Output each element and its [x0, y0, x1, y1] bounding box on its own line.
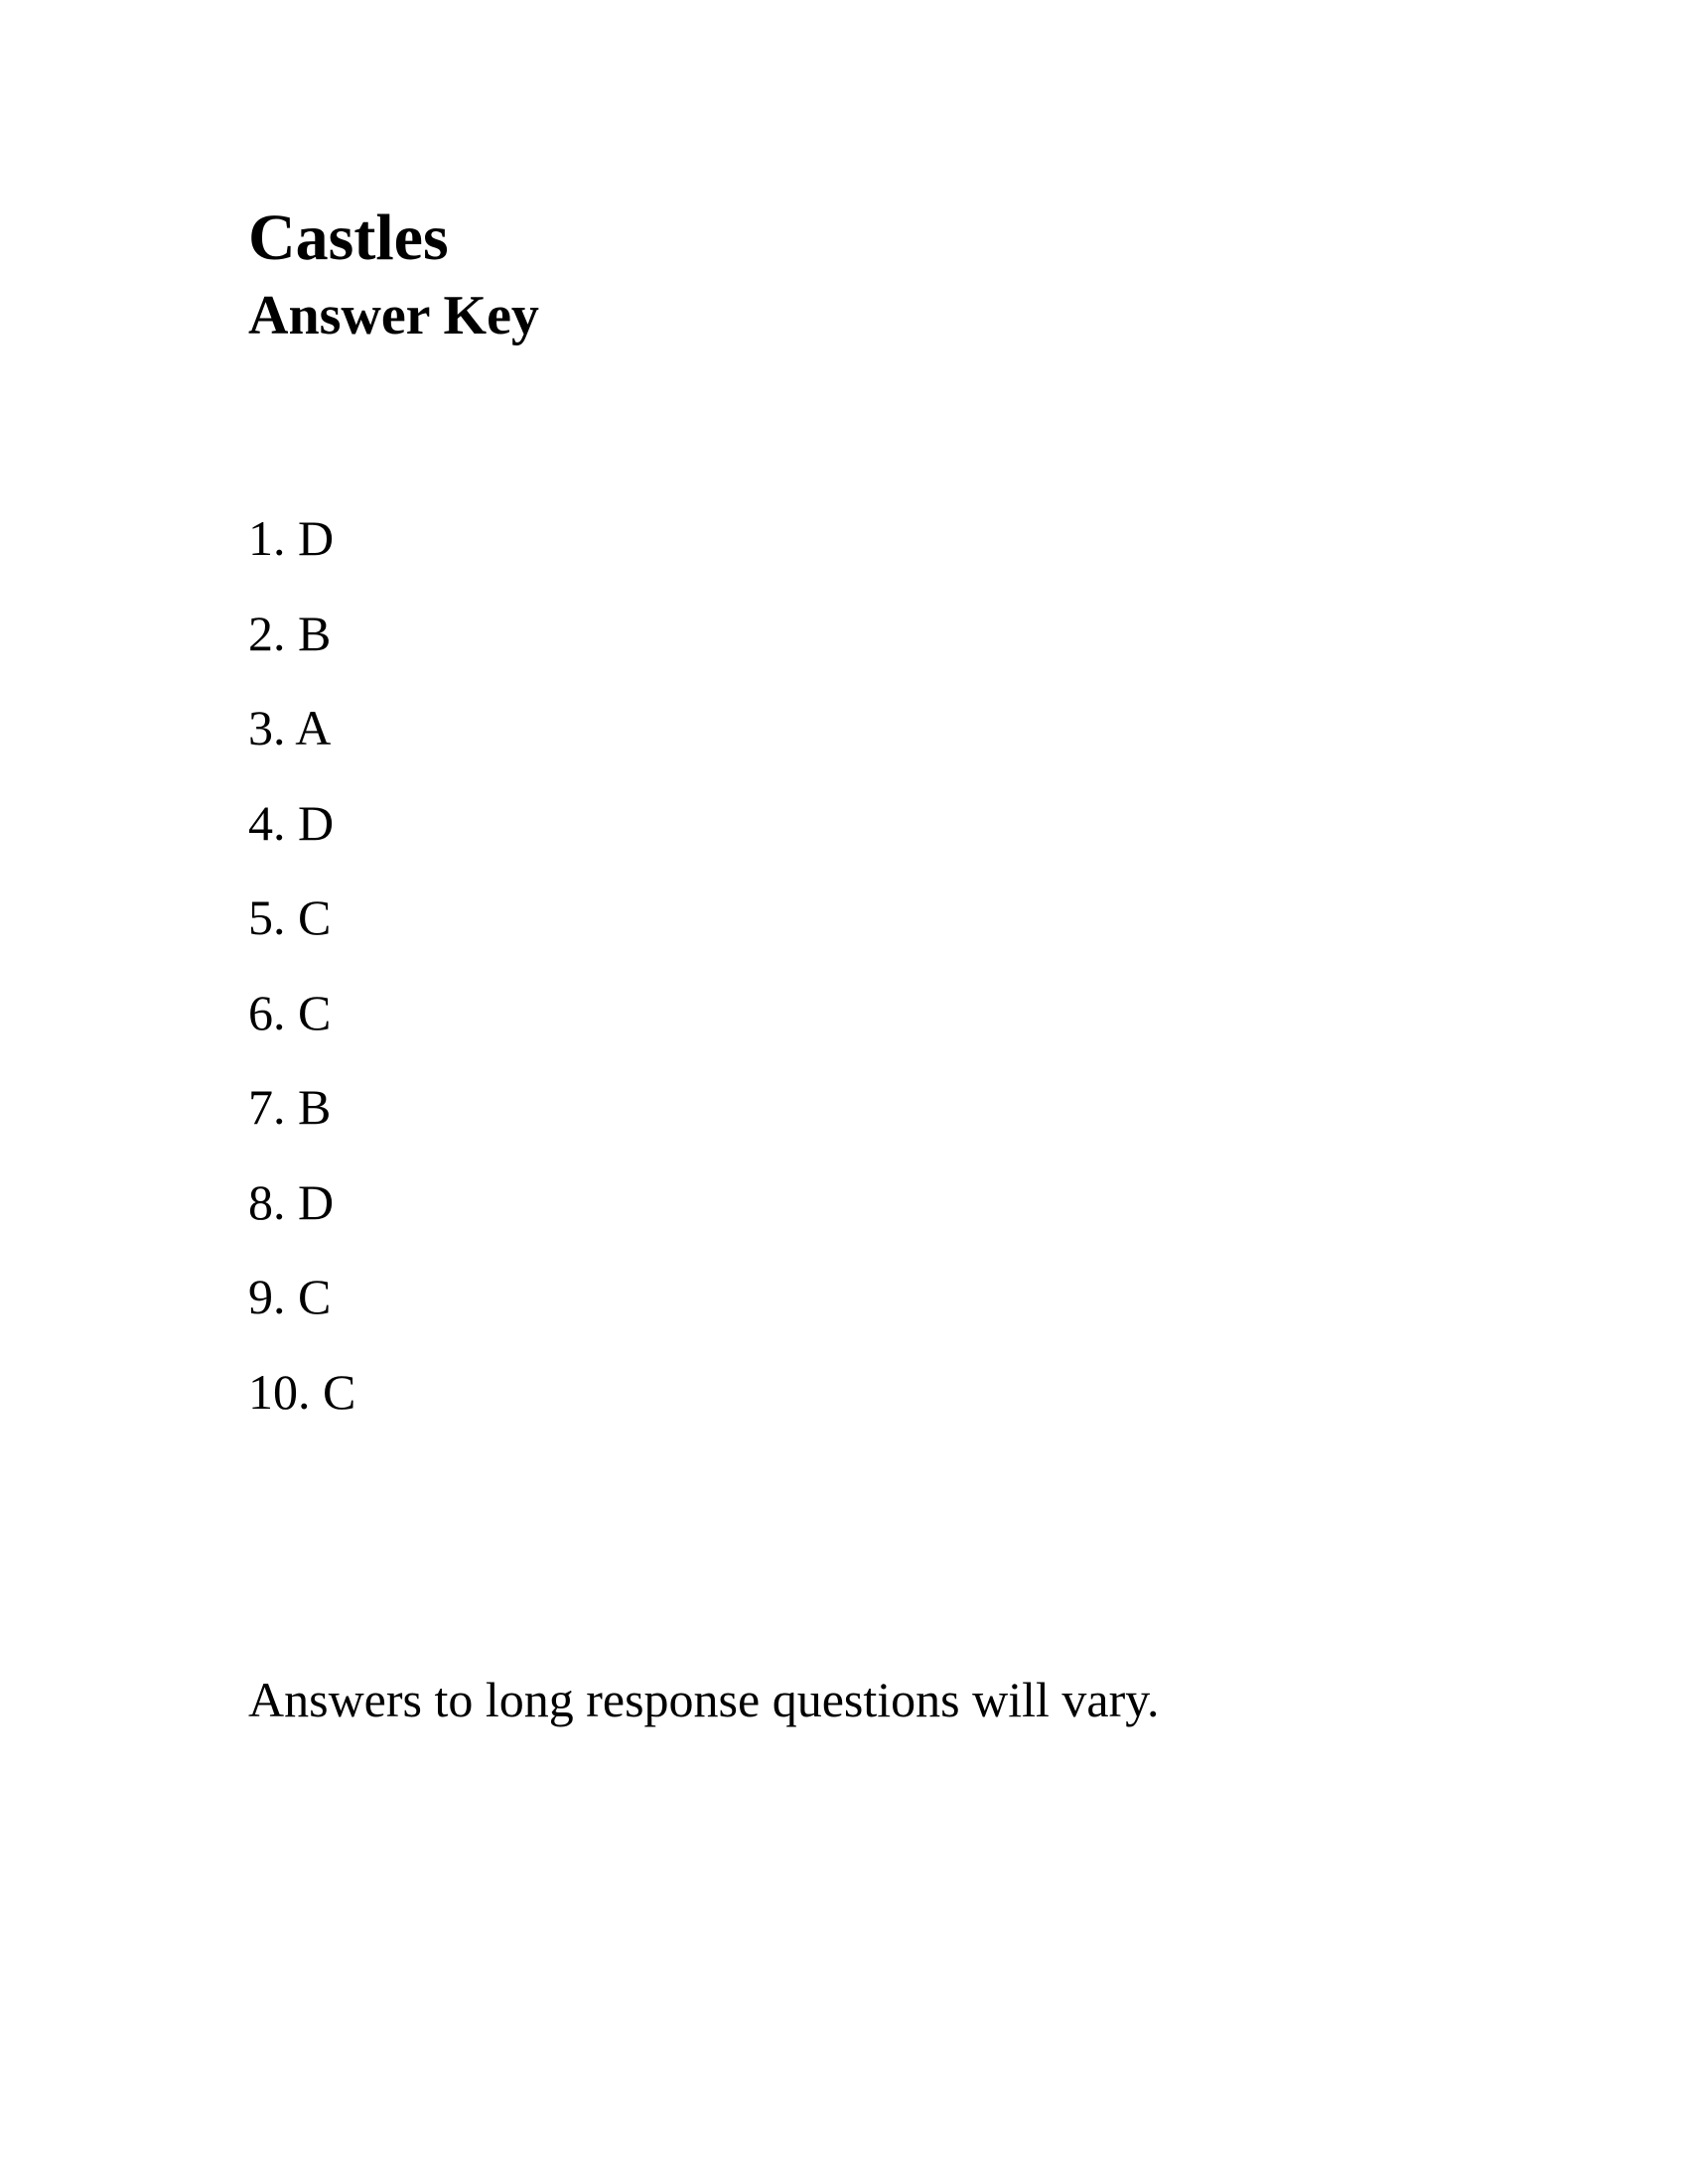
- answer-letter: C: [298, 889, 332, 945]
- answer-item: [248, 506, 355, 602]
- answer-number: 9.: [248, 1269, 286, 1324]
- answer-item: [248, 696, 355, 791]
- answer-item: [248, 1265, 355, 1360]
- page-subtitle: Answer Key: [248, 285, 539, 346]
- answer-number: 7.: [248, 1079, 286, 1135]
- answer-letter: C: [298, 1269, 332, 1324]
- answer-list: [248, 506, 355, 1454]
- page-title: Castles: [248, 202, 449, 274]
- answer-letter: B: [298, 605, 332, 661]
- answer-number: 8.: [248, 1173, 286, 1230]
- answer-number: 6.: [248, 984, 286, 1040]
- answer-item: [248, 1170, 355, 1266]
- answer-letter: A: [295, 700, 332, 755]
- answer-item: [248, 791, 355, 887]
- answer-number: 1.: [248, 510, 286, 566]
- answer-item: [248, 1075, 355, 1170]
- answer-number: 2.: [248, 605, 286, 661]
- answer-letter: B: [298, 1079, 332, 1135]
- answer-number: 3.: [248, 700, 286, 755]
- answer-number: 4.: [248, 794, 286, 851]
- answer-letter: D: [298, 510, 335, 566]
- answer-number: 10.: [248, 1363, 311, 1420]
- answer-item: [248, 981, 355, 1076]
- answer-number: 5.: [248, 889, 286, 945]
- answer-letter: C: [323, 1363, 356, 1420]
- answer-letter: D: [298, 794, 335, 851]
- answer-item: [248, 602, 355, 697]
- answer-letter: D: [298, 1173, 335, 1230]
- answer-item: [248, 886, 355, 981]
- footer-note: Answers to long response questions will vary.: [248, 1672, 1160, 1727]
- answer-item: [248, 1360, 355, 1455]
- answer-letter: C: [298, 984, 332, 1040]
